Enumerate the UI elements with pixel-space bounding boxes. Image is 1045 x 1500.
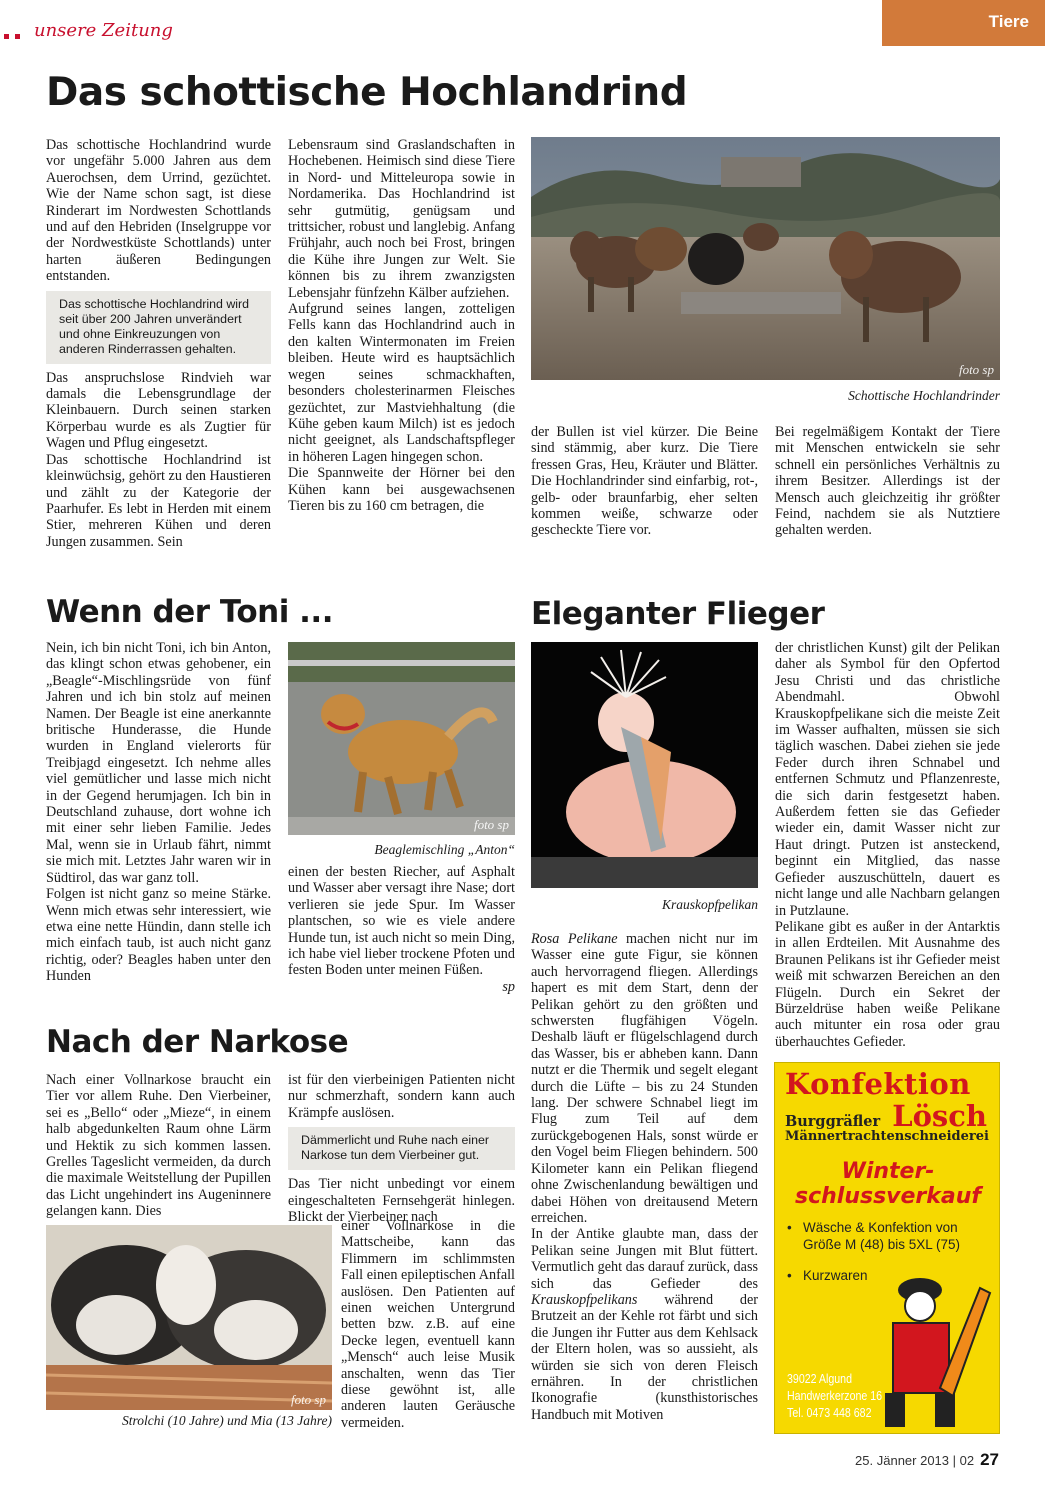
article4-column-2 (775, 640, 1000, 1050)
dogs-illustration (46, 1225, 332, 1410)
paragraph (531, 1226, 758, 1423)
article-title-toni: Wenn der Toni ... (46, 594, 333, 630)
section-tab[interactable]: Tiere (882, 0, 1045, 46)
ad-item: • Kurzwaren (787, 1267, 992, 1284)
article1-column-1 (46, 137, 271, 550)
paragraph: Das Tier nicht unbedingt vor einem eingeschalteten Fernsehgerät hinlegen. Blickt der Vierbeiner nach (288, 1176, 515, 1226)
dogs-sleeping-photo (46, 1225, 332, 1410)
paragraph: Nein, ich bin nicht Toni, ich bin Anton, das klingt schon etwas gehobener, ein „Beagle“-Mischlingsrüde von fünf Jahren und ich bin stolz auf meinen Namen. Der Beagle ist eine anerkannte britische Hunderasse, die Hunde wurden in England vielerorts für Treibjagd eingesetzt. Ich nehme alles viel gemütlicher und lasse mich nicht in der Gegend herumjagen. Ich bin in Deutschland zuhause, dort wohne ich mit einer sehr lieben Familie. Jedes Mal, wenn sie in Urlaub fährt, nimmt sie mich mit. Letztes Jahr waren wir in Südtirol, das war ganz toll. (46, 640, 271, 886)
article1-column-2 (288, 137, 515, 514)
highland-cattle-photo (531, 137, 1000, 380)
article2-column-1 (46, 640, 271, 985)
photo-caption: Beaglemischling „Anton“ (374, 842, 515, 857)
pelican-illustration (531, 642, 758, 888)
paragraph: Aufgrund seines langen, zotteligen Fells kann das Hochlandrind auch in den kalten Wintermonaten im Freien bleiben. Heute wird es hauptsächlich wegen seines schmackhaften, besonders cholesterinarmen Fleisches gezüchtet, zur Mastviehhaltung (die Kühe geben kaum Milch) ist es jedoch nicht geeignet, als Landschaftspfleger in höheren Lagen hingegen schon. (288, 301, 515, 465)
paragraph: Nach einer Vollnarkose braucht ein Tier vor allem Ruhe. Den Vierbeiner, sei es „Bello“ oder „Mieze“, in einem halb abgedunkelten Raum ohne Lärm und Hektik zu sich kommen lassen. Grelles Tageslicht vermeiden, da durch die maximale Weitstellung der Pupillen das Licht ungehindert ins Augeninnere gelangen kann. Dies (46, 1072, 271, 1220)
paragraph: Die Spannweite der Hörner bei den Kühen kann bei ausgewachsenen Tieren bis zu 160 cm betragen, die (288, 465, 515, 514)
paragraph: der christlichen Kunst) gilt der Pelikan daher als Symbol für den Opfertod Jesu Christi und das christliche Abendmahl. Obwohl Krauskopfpelikane sich die meiste Zeit im Wasser aufhalten, müssen sie sich täglich waschen. Dabei ziehen sie jede Feder durch ihren Schnabel und entfernen Schmutz und Pflanzenreste, die sich darin festgesetzt haben. Außerdem fetten sie das Gefieder wieder ein, damit Wasser nicht zur Haut dringt. Putzen ist ansteckend, beginnt ein Mitglied, das nasse Gefieder auszuschütteln, dauert es nicht lange und alle Nachbarn gelangen in Putzlaune. (775, 640, 1000, 919)
paragraph: ist für den vierbeinigen Patienten nicht nur schmerzhaft, sondern kann auch Krämpfe auslösen. (288, 1072, 515, 1121)
page-footer (855, 1450, 999, 1470)
paragraph: Folgen ist nicht ganz so meine Stärke. Wenn mich etwas sehr interessiert, wie etwa eine nette Hündin, dann stelle ich mich einfach taub, ist auch nicht ganz richtig, oder? Beagles haben unter den Hunden (46, 886, 271, 985)
article-title-hochlandrind: Das schottische Hochlandrind (46, 70, 688, 115)
article1-column-4 (775, 424, 1000, 539)
article3-column-2 (288, 1072, 515, 1225)
photo-caption: Schottische Hochlandrinder (848, 388, 1000, 403)
pelican-photo (531, 642, 758, 888)
ad-address-line: Handwerkerzone 16 (787, 1389, 883, 1403)
pull-quote: Dämmerlicht und Ruhe nach einer Narkose tun dem Vierbeiner gut. (288, 1127, 515, 1170)
ad-address (787, 1371, 882, 1422)
publication-logo: unsere Zeitung (34, 20, 173, 41)
emphasis: Krauskopfpelikans (531, 1291, 638, 1308)
photo-caption: Krauskopfpelikan (662, 897, 758, 912)
paragraph: der Bullen ist viel kürzer. Die Beine sind stämmig, aber kurz. Die Tiere fressen Gras, Heu, Kräuter und Blätter. Die Hochlandrinder sind einfarbig, rot-, gelb- oder braunfarbig, eher selten kommen weiße, schwarze oder gescheckte Tiere vor. (531, 424, 758, 539)
header-marker (15, 34, 20, 39)
paragraph-text: während der Brutzeit an der Kehle rot färbt und sich die Jungen ihr Futter aus dem Kehlsack der Eltern holen, was so aussieht, als würden sie sich von deren Fleisch ernähren. In der christlichen Ikonografie (kunsthistorisches Handbuch mit Motiven (531, 1291, 758, 1423)
advertisement-loesch[interactable] (774, 1062, 1000, 1434)
highland-cattle-illustration (531, 137, 1000, 380)
pull-quote: Das schottische Hochlandrind wird seit über 200 Jahren unverändert und ohne Einkreuzungen von anderen Rinderrassen gehalten. (46, 291, 271, 364)
article-title-narkose: Nach der Narkose (46, 1024, 349, 1060)
paragraph-text: machen nicht nur im Wasser eine gute Figur, sie können auch hervorragend fliegen. Allerdings hapert es mit dem Start, denn der Pelikan gehört zu den größten und schwersten flugfähigen Vögeln. Deshalb läuft er flügelschlagend durch das Wasser, bis er abheben kann. Dann nutzt er die Thermik und segelt elegant durch die Lüfte – bis zu 24 Stunden lang. Der schwere Schnabel liegt im Flug zum Teil auf dem zurückgebogenen Hals, sonst würde er den Vogel beim Fliegen behindern. 500 Kilometer kann ein Pelikan fliegend ohne Zwischenlandung bewältigen und dabei Höhen von dreitausend Metern erreichen. (531, 931, 758, 1226)
paragraph: Bei regelmäßigem Kontakt der Tiere mit Menschen entwickeln sie sehr schnell ein persönliches Verhältnis zu ihrem Besitzer. Allerdings ist der Mensch auch gleichzeitig ihr größter Feind, nachdem sie als Nutztiere gehalten werden. (775, 424, 1000, 539)
author-signature: sp (502, 978, 515, 995)
tailor-figure-icon (875, 1268, 995, 1433)
ad-subtitle: Burggräfler (785, 1113, 881, 1130)
article3-column-2-wrap (341, 1218, 515, 1431)
ad-brand-name: Lösch (892, 1099, 987, 1133)
paragraph (531, 931, 758, 1226)
emphasis: Rosa Pelikane (531, 931, 618, 947)
ad-address-line: 39022 Algund (787, 1372, 852, 1386)
photo-credit: foto sp (473, 817, 509, 832)
article3-column-1 (46, 1072, 271, 1220)
paragraph: einen der besten Riecher, auf Asphalt und Wasser aber versagt ihre Nase; dort verlieren sie jede Spur. Im Wasser plantschen, so wie es viele andere Hunde tun, ist auch nicht so mein Ding, ich habe viel lieber trockene Pfoten und festen Boden unter meinen Füßen. (288, 864, 515, 979)
paragraph: Das schottische Hochlandrind ist kleinwüchsig, gehört zu den Haustieren und zählt zu der Kategorie der Paarhufer. Es lebt in Herden mit einem Stier, mehreren Kühen und deren Jungen zusammen. Sein (46, 451, 271, 550)
paragraph: Das anspruchslose Rindvieh war damals die Lebensgrundlage der Kleinbauern. Durch seinen starken Körperbau wurde es als Zugtier für Wagen und Pflug eingesetzt. (46, 369, 271, 452)
ad-subtitle: Männertrachtenschneiderei (785, 1129, 989, 1144)
article-title-flieger: Eleganter Flieger (531, 596, 825, 632)
paragraph: Lebensraum sind Graslandschaften in Hochebenen. Heimisch sind diese Tiere in Nord- und Mitteleuropa sowie in Nordamerika. Das Hochlandrind ist sehr gutmütig, genügsam und trittsicher, robust und langlebig. Anfang Frühjahr, auch noch bei Frost, bringen die Kühe ihre Jungen zur Welt. Sie können bis zu ihrem zwanzigsten Lebensjahr fünfzehn Kälber aufziehen. (288, 137, 515, 301)
page-number: 27 (980, 1450, 999, 1469)
beagle-illustration (288, 642, 515, 835)
photo-caption: Strolchi (10 Jahre) und Mia (13 Jahre) (122, 1413, 332, 1428)
header-marker (4, 34, 9, 39)
issue-date: 25. Jänner 2013 | 02 (855, 1453, 975, 1468)
article2-column-2 (288, 864, 515, 995)
ad-sale-headline: Winter- schlussverkauf (794, 1159, 981, 1209)
paragraph: einer Vollnarkose in die Mattscheibe, kann das Flimmern im schlimmsten Fall einen epileptischen Anfall auslösen. Den Patienten auf einen weichen Untergrund betten bzw. z.B. auf eine Decke legen, eventuell kann „Mensch“ auch leise Musik anschalten, wenn das Tier diese gewöhnt ist, alle anderen lauten Geräusche vermeiden. (341, 1218, 515, 1431)
paragraph: Das schottische Hochlandrind wurde vor ungefähr 5.000 Jahren aus dem Auerochsen, dem Urrind, gezüchtet. Wie der Name schon sagt, ist diese Rinderart im Nordwesten Schottlands und auf den Hebriden (Inselgruppe vor der Nordwestküste Schottlands) unter harten äußeren Bedingungen entstanden. (46, 137, 271, 285)
photo-credit: foto sp (290, 1392, 326, 1407)
paragraph-text: In der Antike glaubte man, dass der Pelikan seine Jungen mit Blut füttert. Vermutlich geht das darauf zurück, dass sich das Gefieder des (531, 1226, 758, 1292)
paragraph: Pelikane gibt es außer in der Antarktis in allen Erdteilen. Mit Ausnahme des Braunen Pelikans ist ihr Gefieder meist weiß mit schwarzen Bereichen an den Flügeln. Durch ein Sekret der Bürzeldrüse haben weiße Pelikane auch mitunter ein rosa oder grau überhauchtes Gefieder. (775, 918, 1000, 1050)
photo-credit: foto sp (958, 362, 994, 377)
ad-phone: Tel. 0473 448 682 (787, 1406, 872, 1420)
beagle-photo (288, 642, 515, 835)
ad-title: Konfektion (785, 1067, 971, 1101)
article1-column-3 (531, 424, 758, 539)
article4-column-1 (531, 931, 758, 1423)
ad-item: • Wäsche & Konfektion von Größe M (48) bis 5XL (75) (787, 1219, 992, 1253)
